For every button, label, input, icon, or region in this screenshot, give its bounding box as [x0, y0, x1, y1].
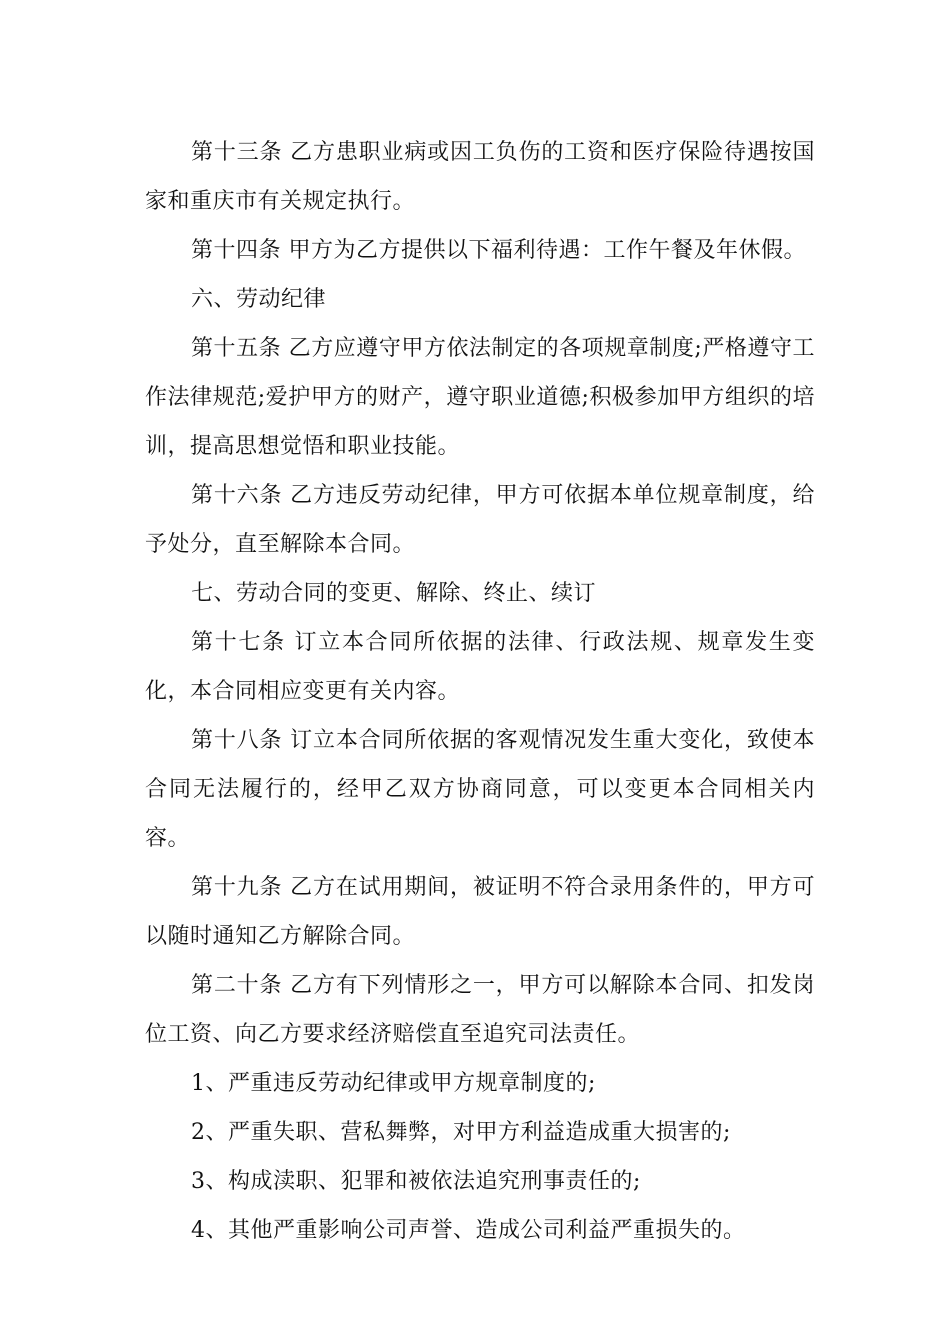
- section-heading-labor-discipline: 六、劳动纪律: [191, 287, 327, 312]
- clause-13: 第十三条 乙方患职业病或因工负伤的工资和医疗保险待遇按国家和重庆市有关规定执行。: [145, 140, 815, 214]
- clause-14: 第十四条 甲方为乙方提供以下福利待遇：工作午餐及年休假。: [191, 238, 806, 263]
- clause-20: 第二十条 乙方有下列情形之一，甲方可以解除本合同、扣发岗位工资、向乙方要求经济赔偿直至追究司法责任。: [145, 973, 815, 1047]
- clause-17: 第十七条 订立本合同所依据的法律、行政法规、规章发生变化，本合同相应变更有关内容。: [145, 630, 815, 704]
- list-item-1: 1、严重违反劳动纪律或甲方规章制度的;: [191, 1071, 596, 1096]
- clause-16: 第十六条 乙方违反劳动纪律，甲方可依据本单位规章制度，给予处分，直至解除本合同。: [145, 483, 815, 557]
- clause-18: 第十八条 订立本合同所依据的客观情况发生重大变化，致使本合同无法履行的，经甲乙双方协商同意，可以变更本合同相关内容。: [145, 728, 815, 851]
- document-body: [145, 128, 815, 1255]
- clause-15: 第十五条 乙方应遵守甲方依法制定的各项规章制度;严格遵守工作法律规范;爱护甲方的财产，遵守职业道德;积极参加甲方组织的培训，提高思想觉悟和职业技能。: [145, 336, 815, 459]
- clause-19: 第十九条 乙方在试用期间，被证明不符合录用条件的，甲方可以随时通知乙方解除合同。: [145, 875, 815, 949]
- list-item-4: 4、其他严重影响公司声誉、造成公司利益严重损失的。: [191, 1218, 746, 1243]
- list-item-3: 3、构成渎职、犯罪和被依法追究刑事责任的;: [191, 1169, 641, 1194]
- list-item-2: 2、严重失职、营私舞弊，对甲方利益造成重大损害的;: [191, 1120, 731, 1145]
- section-heading-contract-changes: 七、劳动合同的变更、解除、终止、续订: [191, 581, 597, 606]
